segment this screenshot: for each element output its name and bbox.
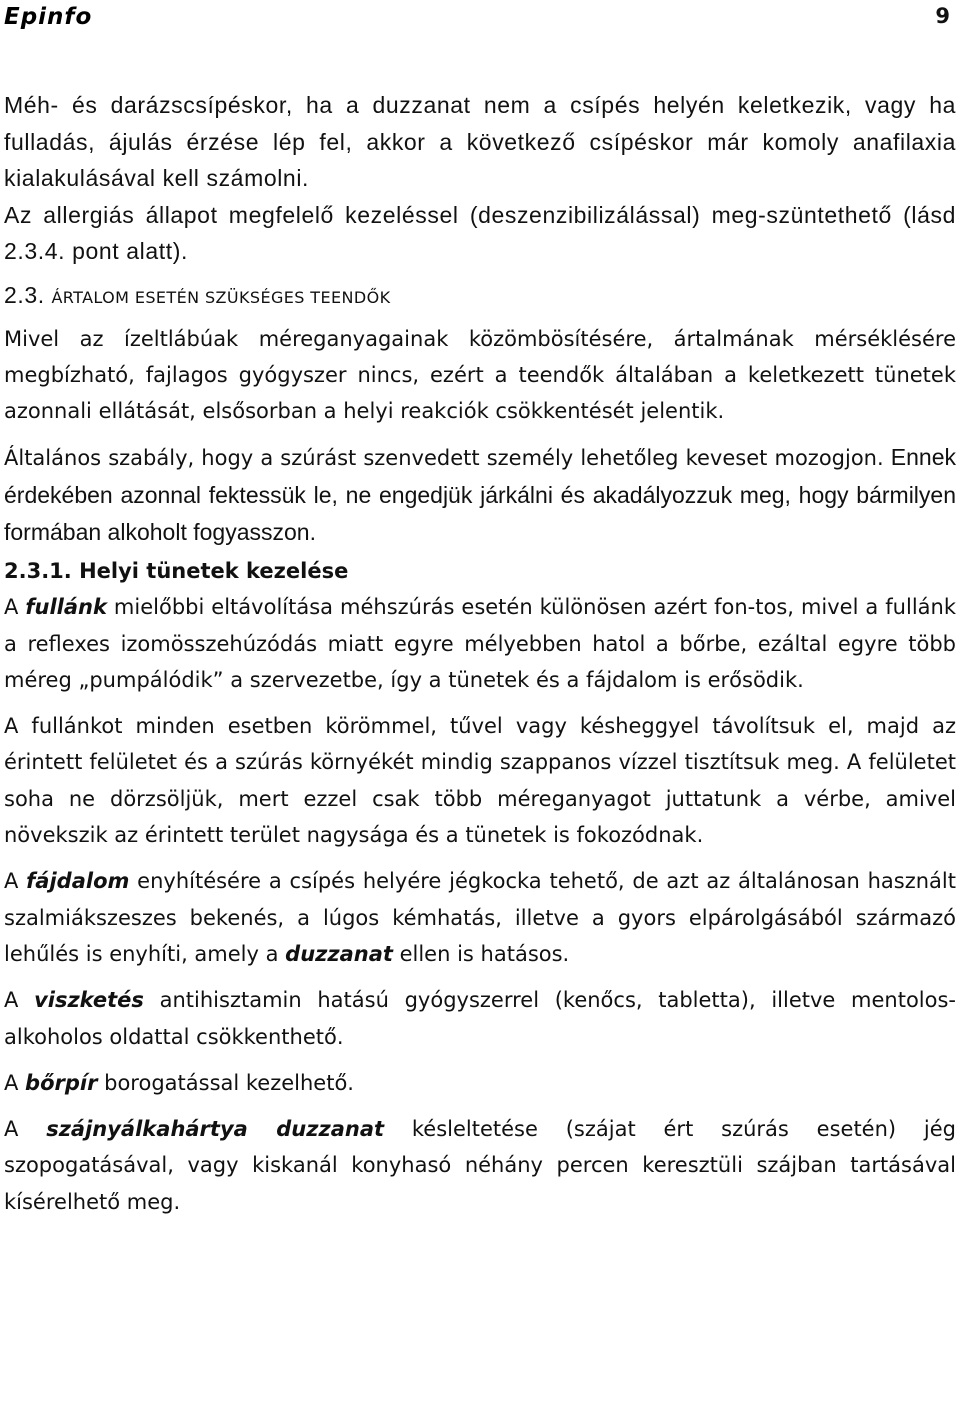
text-run: A [4, 1070, 26, 1095]
highlight-fullank: fullánk [25, 595, 107, 620]
text-run: A [4, 1117, 47, 1142]
subsection-paragraph-6 [4, 1111, 956, 1220]
text-run: borogatással kezelhető. [97, 1070, 354, 1095]
text-run: ellen is hatásos. [392, 941, 570, 966]
text-run: A [4, 988, 35, 1013]
highlight-borpir: bőrpír [25, 1070, 98, 1095]
intro-paragraph-1: Méh- és darázscsípéskor, ha a duzzanat nem a csípés helyén keletkezik, vagy ha fulladás, ájulás érzése lép fel, akkor a következő csípéskor már komoly anafilaxia kialakulásával kell számolni. [4, 92, 956, 191]
text-run: enyhítésére a csípés helyére jégkocka tehető, de azt az általánosan használt szalmiákszeszes bekenés, a lúgos kémhatás, illetve a gyors elpárolgásából származó lehűlés is enyhíti, amely a [4, 869, 956, 966]
highlight-duzzanat: duzzanat [285, 941, 393, 966]
section-paragraph-2b: Ennek érdekében azonnal fektessük le, ne engedjük járkálni és akadályozzuk meg, hogy bármilyen formában alkoholt fogyasszon. [4, 444, 956, 545]
subsection-paragraph-5 [4, 1065, 956, 1101]
section-paragraph-2a: Általános szabály, hogy a szúrást szenvedett személy lehetőleg keveset mozogjon. [4, 446, 884, 471]
section-number: 2.3. [4, 281, 45, 308]
highlight-szajnyalkahartya: szájnyálkahártya duzzanat [46, 1117, 385, 1142]
text-run: A [4, 595, 26, 620]
subsection-paragraph-3 [4, 863, 956, 972]
subsection-heading: 2.3.1. Helyi tünetek kezelése [4, 559, 349, 584]
subsection-paragraph-1 [4, 589, 956, 698]
section-paragraph-1: Mivel az ízeltlábúak méreganyagainak közömbösítésére, ártalmának mérséklésére megbízható, fajlagos gyógyszer nincs, ezért a teendők általában a keletkezett tünetek azonnali ellátását, elsősorban a helyi reakciók csökkentését jelentik. [4, 326, 956, 424]
highlight-fajdalom: fájdalom [26, 869, 130, 894]
page-header [4, 0, 956, 40]
subsection-paragraph-4 [4, 982, 956, 1055]
text-run: antihisztamin hatású gyógyszerrel (kenőcs, tabletta), illetve mentolos-alkoholos oldattal csökkenthető. [4, 988, 956, 1049]
text-run: késleltetése (szájat ért szúrás esetén) jég szopogatásával, vagy kiskanál konyhasó néhány percen keresztüli szájban tartásával kísérelhető meg. [4, 1117, 957, 1214]
page-number: 9 [935, 4, 950, 28]
text-run: mielőbbi eltávolítása méhszúrás esetén különösen azért fon-tos, mivel a fullánk a reflexes izomösszehúzódás miatt egyre mélyebben hatol a bőrbe, ezáltal egyre több méreg „pumpálódik” a szervezetbe, így a tünetek és a fájdalom is erősödik. [4, 595, 956, 692]
section-title: ÁRTALOM ESETÉN SZÜKSÉGES TEENDŐK [51, 287, 391, 307]
document-page [4, 0, 956, 1220]
subsection-paragraph-2: A fullánkot minden esetben körömmel, tűvel vagy késheggyel távolítsuk el, majd az érintett felületet és a szúrás környékét mindig szappanos vízzel tisztítsuk meg. A felületet soha ne dörzsöljük, mert ezzel csak több méreganyagot juttatunk a vérbe, amivel növekszik az érintett terület nagysága és a tünetek is fokozódnak. [4, 714, 956, 848]
text-run: A [4, 869, 27, 894]
section-heading [4, 282, 956, 309]
section-paragraph-2 [4, 439, 956, 551]
intro-paragraph-2: Az allergiás állapot megfelelő kezeléssel (deszenzibilizálással) meg-szüntethető (lásd 2.3.4. pont alatt). [4, 201, 956, 264]
logo: Epinfo [4, 4, 93, 30]
highlight-viszketes: viszketés [34, 988, 144, 1013]
